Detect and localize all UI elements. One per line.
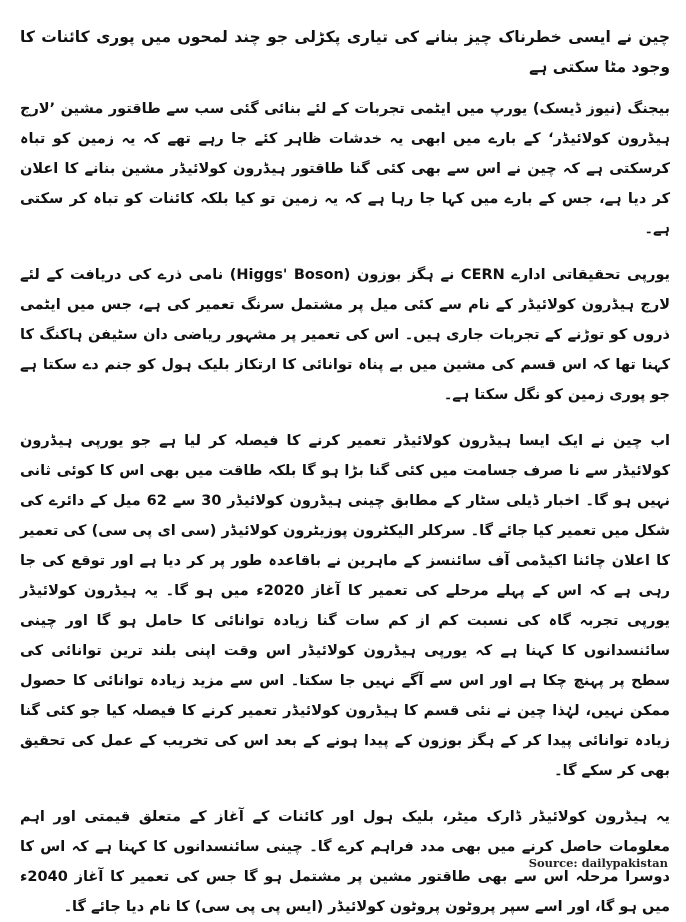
article-headline: چین نے ایسی خطرناک چیز بنانے کی تیاری پکڑلی جو چند لمحوں میں پوری کائنات کا وجود مٹا سکتی ہے (20, 28, 670, 76)
article-paragraph-1: بیجنگ (نیوز ڈیسک) یورپ میں ایٹمی تجربات کے لئے بنائی گئی سب سے طاقتور مشین ’لارج ہیڈرون کولائیڈر‘ کے بارے میں ابھی یہ خدشات ظاہر کئے جا رہے تھے کہ یہ زمین کو تباہ کرسکتی ہے کہ چین نے اس سے بھی کئی گنا طاقتور ہیڈرون کولائیڈر مشین بنانے کا اعلان کر دیا ہے، جس کے بارے میں کہا جا رہا ہے کہ یہ زمین تو کیا بلکہ کائنات کو تباہ کر سکتی ہے۔ (20, 101, 670, 237)
article-paragraph-2: یورپی تحقیقاتی ادارے CERN نے ہگز بوزون (Higgs' Boson) نامی ذرے کی دریافت کے لئے لارج ہیڈرون کولائیڈر کے نام سے کئی میل پر مشتمل سرنگ تعمیر کی ہے، جس میں ایٹمی ذروں کو توڑنے کے تجربات جاری ہیں۔ اس کی تعمیر پر مشہور ریاضی دان سٹیفن ہاکنگ کا کہنا تھا کہ اس قسم کی مشین میں بے پناہ توانائی کا ارتکاز بلیک ہول کو جنم دے سکتا ہے جو پوری زمین کو نگل سکتا ہے۔ (20, 267, 670, 403)
article-source: Source: dailypakistan (528, 856, 668, 870)
article-paragraph-3: اب چین نے ایک ایسا ہیڈرون کولائیڈر تعمیر کرنے کا فیصلہ کر لیا ہے جو یورپی ہیڈرون کولائیڈر سے نا صرف جسامت میں کئی گنا بڑا ہو گا بلکہ طاقت میں بھی اس کا کوئی ثانی نہیں ہو گا۔ اخبار ڈیلی سٹار کے مطابق چینی ہیڈرون کولائیڈر 30 سے 62 میل کے دائرے کی شکل میں تعمیر کیا جائے گا۔ سرکلر الیکٹرون پوزیٹرون کولائیڈر (سی ای پی سی) کی تعمیر کا اعلان چائنا اکیڈمی آف سائنسز کے ماہرین نے باقاعدہ طور پر کر دیا ہے اور توقع کی جا رہی ہے کہ اس کے پہلے مرحلے کی تعمیر کا آغاز 2020ء میں ہو گا۔ یہ ہیڈرون کولائیڈر یورپی تجربہ گاہ کی نسبت کم از کم سات گنا زیادہ توانائی کا حامل ہو گا اور چینی سائنسدانوں کا کہنا ہے کہ یورپی ہیڈرون کولائیڈر اس وقت اپنی بلند ترین توانائی کی سطح پر پہنچ چکا ہے اور اس سے آگے نہیں جا سکتا۔ اس سے مزید زیادہ توانائی کا حصول ممکن نہیں، لہٰذا چین نے نئی قسم کا ہیڈرون کولائیڈر تعمیر کرنے کا فیصلہ کیا جو کئی گنا زیادہ توانائی پیدا کر کے ہگز بوزون کے پیدا ہونے کے بعد اس کی تخریب کے عمل کی تحقیق بھی کر سکے گا۔ (20, 433, 670, 779)
article-paragraph-4: یہ ہیڈرون کولائیڈر ڈارک میٹر، بلیک ہول اور کائنات کے آغاز کے متعلق قیمتی اور اہم معلومات حاصل کرنے میں بھی مدد فراہم کرے گا۔ چینی سائنسدانوں کا کہنا ہے کہ اس کا دوسرا مرحلہ اس سے بھی طاقتور مشین پر مشتمل ہو گا جس کی تعمیر کا آغاز 2040ء میں ہو گا، اور اسے سپر پروٹون پروٹون کولائیڈر (ایس پی پی سی) کا نام دیا جائے گا۔ (20, 809, 670, 915)
